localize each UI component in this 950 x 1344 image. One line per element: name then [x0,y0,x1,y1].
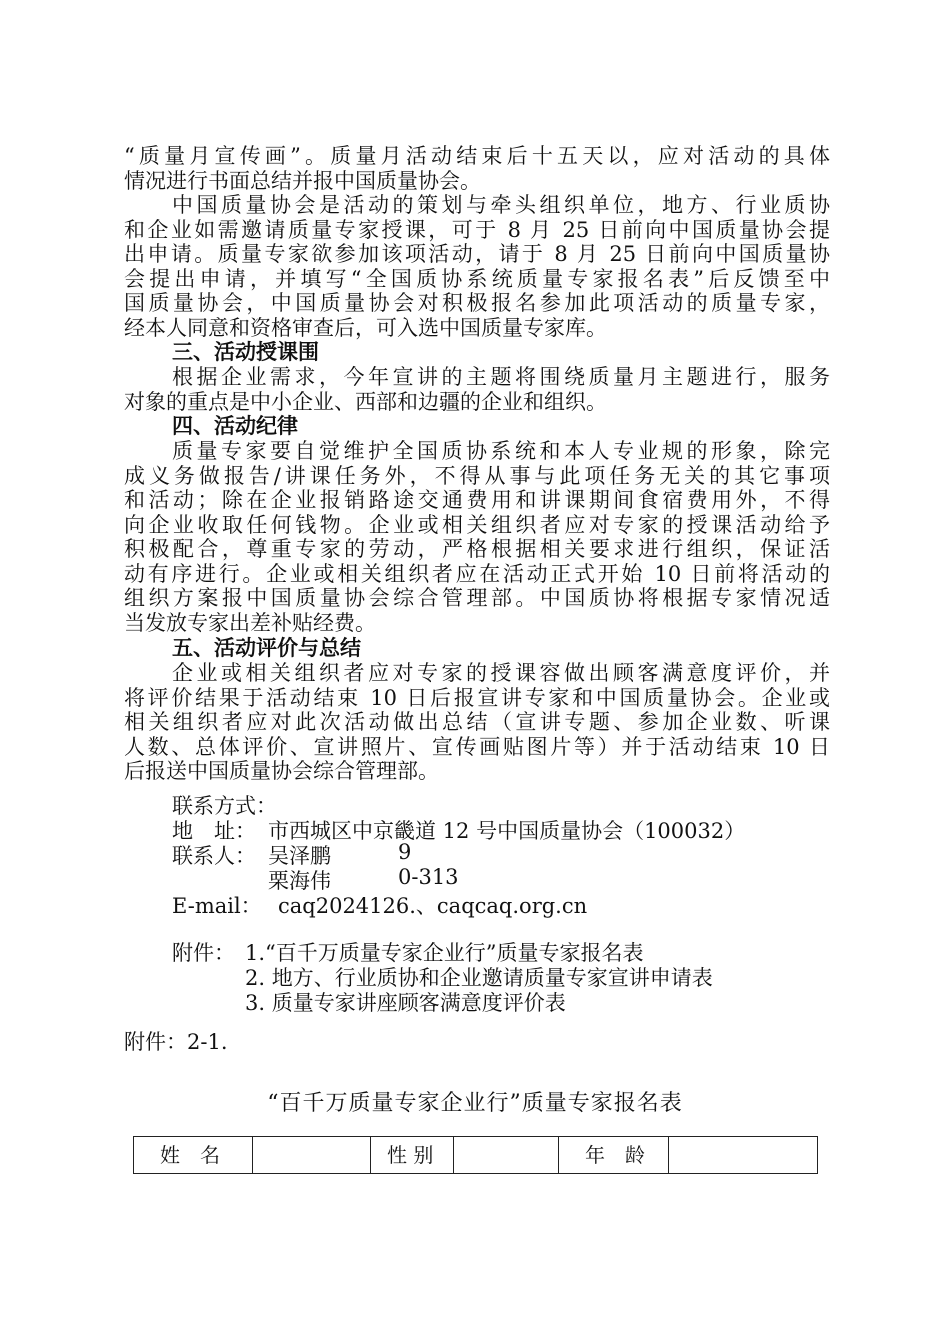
text-line: 出申请。质量专家欲参加该项活动，请于 8 月 25 日前向中国质量协 [124,242,830,266]
text-line: 人数、总体评价、宣讲照片、宣传画贴图片等）并于活动结束 10 日 [124,734,830,759]
text-line: 相关组织者应对此次活动做出总结（宣讲专题、参加企业数、听课 [124,710,830,734]
heading-text: 五、活动评价与总结 [172,635,361,660]
text-line: 质量专家要自觉维护全国质协系统和本人专业规的形象，除完 [172,439,830,463]
paragraph-discipline [124,439,830,635]
name-label: 姓 名 [160,1143,220,1167]
text-line: 后报送中国质量协会综合管理部。 [124,759,439,783]
name-label-cell [134,1137,253,1174]
person1-name: 吴泽鹏 [268,844,331,868]
table-title: “百千万质量专家企业行”质量专家报名表 [267,1091,683,1116]
text-line: 对象的重点是中小企业、西部和边疆的企业和组织。 [124,389,607,414]
section-heading-evaluation [124,636,830,661]
text-line: 积极配合，尊重专家的劳动，严格根据相关要求进行组织，保证活 [124,537,830,561]
name-value-cell[interactable] [253,1137,371,1174]
text-line: 企业或相关组织者应对专家的授课容做出顾客满意度评价，并 [172,661,830,685]
contact-heading: 联系方式： [172,794,277,818]
text-line: 情况进行书面总结并报中国质量协会。 [124,168,481,193]
attachment-item-2: 2. 地方、行业质协和企业邀请质量专家宣讲申请表 [245,966,713,990]
text-line: 向企业收取任何钱物。企业或相关组织者应对专家的授课活动给予 [124,512,830,537]
person-label: 联系人： [172,844,256,868]
gender-value-cell[interactable] [454,1137,559,1174]
paragraph-scope [124,365,830,414]
person2-phone: 0-313 [398,865,459,889]
age-value-cell[interactable] [669,1137,818,1174]
attachment-item-1: 1.“百千万质量专家企业行”质量专家报名表 [245,941,644,965]
registration-table [133,1136,818,1174]
email-label: E-mail： [172,894,262,918]
text-line: 当发放专家出差补贴经费。 [124,610,376,635]
table-row [134,1137,818,1174]
paragraph-evaluation [124,661,830,784]
paragraph-quality-month-summary [124,144,830,193]
text-line: 将评价结果于活动结束 10 日后报宣讲专家和中国质量协会。企业或 [124,685,830,710]
age-label-cell [559,1137,669,1174]
attachment-item-3: 3. 质量专家讲座顾客满意度评价表 [245,991,566,1015]
text-line: 成义务做报告/讲课任务外，不得从事与此项任务无关的其它事项 [124,463,830,488]
heading-text: 三、活动授课围 [172,339,319,364]
text-line: 和活动；除在企业报销路途交通费用和讲课期间食宿费用外，不得 [124,488,830,512]
text-line: 中国质量协会是活动的策划与牵头组织单位，地方、行业质协 [172,193,830,217]
gender-label-cell [371,1137,454,1174]
section-heading-scope [124,340,830,365]
text-line: 组织方案报中国质量协会综合管理部。中国质协将根据专家情况适 [124,586,830,610]
text-line: 会提出申请，并填写“全国质协系统质量专家报名表”后反馈至中 [124,266,830,291]
address-label: 地 址： [172,819,256,843]
person1-phone: 9 [398,840,412,864]
attachment-ref: 附件：2-1. [124,1030,228,1054]
attachments-label: 附件： [172,941,235,965]
text-line: 国质量协会，中国质量协会对积极报名参加此项活动的质量专家， [124,291,830,315]
text-line: 动有序进行。企业或相关组织者应在活动正式开始 10 日前将活动的 [124,561,830,586]
text-line: 和企业如需邀请质量专家授课，可于 8 月 25 日前向中国质量协会提 [124,217,830,242]
age-label: 年 龄 [585,1143,645,1167]
address-value: 市西城区中京畿道 12 号中国质量协会（100032） [268,819,746,843]
text-line: 经本人同意和资格审查后，可入选中国质量专家库。 [124,315,607,340]
text-line: 根据企业需求，今年宣讲的主题将围绕质量月主题进行，服务 [172,365,830,389]
gender-label: 性 别 [387,1143,434,1167]
person2-name: 栗海伟 [268,869,331,893]
heading-text: 四、活动纪律 [172,413,298,438]
section-heading-discipline [124,414,830,439]
email-value: caq2024126.、caqcaq.org.cn [278,894,588,918]
paragraph-organizer [124,193,830,340]
text-line: “质量月宣传画”。质量月活动结束后十五天以，应对活动的具体 [124,144,830,168]
